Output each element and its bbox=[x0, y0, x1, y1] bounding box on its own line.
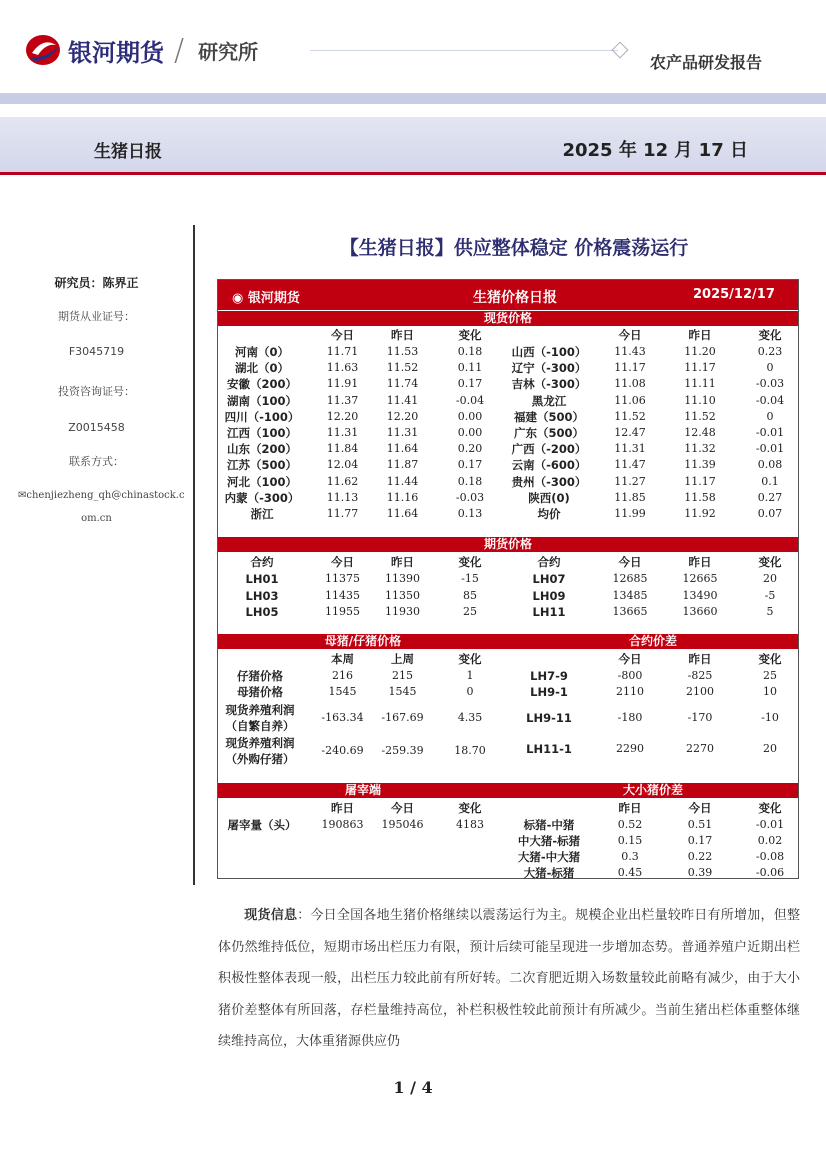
spot-region-right: 云南（-600） bbox=[511, 458, 587, 473]
slaughter-label: 屠宰量（头） bbox=[227, 818, 297, 832]
futures-header-left: 变化 bbox=[458, 555, 482, 569]
spot-region-right: 福建（500） bbox=[513, 409, 584, 424]
sow-label: 仔猪价格 bbox=[237, 669, 283, 683]
title-band-rule bbox=[0, 172, 826, 175]
spot-value-right: 0 bbox=[766, 361, 774, 375]
spot-value-right: 12.48 bbox=[684, 426, 716, 439]
futures-value-left: 85 bbox=[463, 588, 477, 602]
spot-region-left: 安徽（200） bbox=[226, 377, 297, 392]
spot-value-left: 11.31 bbox=[386, 426, 419, 439]
spot-header-right: 变化 bbox=[758, 328, 782, 342]
size-spread-value: 0.51 bbox=[687, 818, 713, 831]
size-spread-value: 0.17 bbox=[687, 834, 713, 847]
spot-value-left: 11.13 bbox=[326, 490, 359, 504]
futures-value-right: 12685 bbox=[612, 572, 648, 585]
spot-header-left: 今日 bbox=[331, 328, 354, 342]
spot-value-right: 11.99 bbox=[614, 507, 646, 520]
sidebar-divider bbox=[193, 225, 195, 885]
spot-region-right: 黑龙江 bbox=[531, 393, 567, 408]
divider-slash: / bbox=[174, 32, 185, 68]
futures-header-left: 今日 bbox=[331, 555, 354, 569]
galaxy-logo-icon bbox=[24, 33, 62, 67]
spot-value-left: 11.77 bbox=[326, 507, 359, 520]
spot-info-text: ：今日全国各地生猪价格继续以震荡运行为主。规模企业出栏量较昨日有所增加，但整体仍然维持低位，短期市场出栏压力有限，预计后续可能呈现进一步增加态势。普通养殖户近期出栏积极性整体表现一般，出栏压力较此前有所好转。二次育肥近期入场数量较此前略有减少，由于大小猪价差整体有所回落，存栏量维持高位，补栏积极性较此前预计有所减少。当前生猪出栏体重整体继续维持高位，大体重猪源供应仍 bbox=[218, 908, 800, 1049]
spread-value: 2110 bbox=[616, 685, 644, 698]
spot-value-right: -0.01 bbox=[755, 426, 785, 439]
size-spread-value: -0.06 bbox=[755, 866, 785, 879]
spot-value-left: 12.20 bbox=[326, 409, 359, 423]
spot-value-left: 0.20 bbox=[457, 442, 483, 456]
spot-value-left: 12.20 bbox=[386, 409, 419, 423]
slaughter-value: 190863 bbox=[321, 818, 364, 831]
spread-value: 20 bbox=[763, 742, 777, 755]
page-number: 1 / 4 bbox=[393, 1078, 433, 1097]
report-title: 【生猪日报】供应整体稳定 价格震荡运行 bbox=[339, 237, 689, 259]
email-link[interactable] bbox=[18, 490, 193, 501]
sow-label: 现货养殖利润（外购仔猪） bbox=[225, 736, 295, 766]
spot-region-right: 陕西(0) bbox=[528, 490, 570, 505]
futures-header-right: 今日 bbox=[618, 555, 642, 569]
spot-value-left: 0.00 bbox=[457, 426, 483, 439]
consult-label: 投资咨询证号： bbox=[58, 385, 135, 398]
size-spread-label: 大猪-中大猪 bbox=[517, 850, 581, 864]
spot-region-left: 湖南（100） bbox=[226, 393, 297, 408]
spot-value-right: 11.17 bbox=[614, 361, 646, 375]
spot-value-right: 11.85 bbox=[614, 490, 646, 504]
spread-value: 2270 bbox=[686, 742, 714, 755]
spot-region-left: 山东（200） bbox=[226, 442, 297, 457]
spot-value-left: 11.31 bbox=[326, 426, 359, 439]
futures-value-right: 13485 bbox=[612, 588, 648, 602]
spread-value: -170 bbox=[687, 711, 713, 724]
spot-value-left: 12.04 bbox=[326, 458, 359, 472]
spot-value-right: 11.31 bbox=[614, 442, 646, 456]
spot-header-left: 昨日 bbox=[391, 328, 414, 342]
spot-region-right: 辽宁（-300） bbox=[511, 361, 587, 376]
spread-contract: LH11-1 bbox=[526, 742, 572, 756]
futures-value-left: 11390 bbox=[385, 572, 420, 585]
institute-name: 研究所 bbox=[198, 39, 259, 64]
futures-header-right: 昨日 bbox=[688, 555, 712, 569]
spot-header-left: 变化 bbox=[458, 328, 482, 342]
sow-value: 1 bbox=[466, 669, 474, 682]
spot-region-left: 江苏（500） bbox=[226, 458, 297, 473]
spot-value-right: 0 bbox=[766, 409, 774, 423]
size-spread-header: 变化 bbox=[758, 801, 782, 815]
futures-value-right: 20 bbox=[763, 572, 777, 585]
size-spread-value: 0.15 bbox=[617, 834, 643, 847]
report-date: 2025 年 12 月 17 日 bbox=[562, 140, 748, 161]
spot-value-right: 11.52 bbox=[684, 409, 716, 423]
header-band bbox=[0, 93, 826, 104]
futures-value-left: 11435 bbox=[325, 588, 360, 602]
spread-value: 2100 bbox=[686, 685, 714, 698]
license-label: 期货从业证号： bbox=[58, 310, 135, 323]
spot-region-left: 浙江 bbox=[250, 507, 274, 521]
futures-contract-left: LH01 bbox=[245, 572, 279, 586]
spot-value-right: 0.08 bbox=[757, 458, 783, 472]
spot-value-left: 0.11 bbox=[457, 361, 483, 375]
section-slaughter: 屠宰端 bbox=[218, 783, 508, 798]
size-spread-value: 0.52 bbox=[617, 818, 643, 831]
size-spread-value: -0.01 bbox=[755, 818, 785, 831]
futures-value-right: 5 bbox=[766, 605, 774, 618]
spot-value-right: 11.11 bbox=[684, 377, 716, 391]
spot-region-left: 四川（-100） bbox=[224, 409, 300, 424]
size-spread-label: 大猪-标猪 bbox=[523, 866, 575, 880]
spot-value-left: 0.00 bbox=[457, 409, 483, 423]
size-spread-label: 中大猪-标猪 bbox=[517, 834, 581, 848]
spot-value-left: 0.18 bbox=[457, 345, 483, 358]
spot-value-left: 11.52 bbox=[386, 361, 419, 375]
slaughter-header: 昨日 bbox=[331, 801, 354, 815]
spread-contract: LH9-11 bbox=[526, 711, 572, 725]
spot-value-right: 11.17 bbox=[684, 474, 716, 488]
spot-value-right: -0.03 bbox=[755, 377, 785, 391]
spot-region-left: 河北（100） bbox=[226, 474, 297, 489]
brand-name: 银河期货 bbox=[68, 38, 164, 67]
spot-info-paragraph bbox=[218, 900, 800, 1058]
size-spread-value: -0.08 bbox=[755, 850, 785, 863]
spot-value-left: 11.37 bbox=[326, 393, 359, 407]
sow-value: 216 bbox=[332, 669, 353, 682]
header-rule bbox=[310, 50, 618, 51]
size-spread-value: 0.3 bbox=[621, 850, 639, 863]
sow-label: 母猪价格 bbox=[237, 685, 283, 699]
spot-value-left: 11.64 bbox=[386, 442, 419, 456]
sow-value: -240.69 bbox=[321, 744, 364, 757]
spot-value-right: 11.27 bbox=[614, 474, 646, 488]
section-size-spread: 大小猪价差 bbox=[508, 783, 798, 798]
sow-value: -259.39 bbox=[381, 744, 424, 757]
contact-label: 联系方式： bbox=[69, 455, 124, 468]
mail-icon: ✉ bbox=[18, 490, 27, 501]
spot-value-right: 11.17 bbox=[684, 361, 716, 375]
sow-header: 变化 bbox=[458, 652, 482, 666]
futures-value-left: -15 bbox=[461, 572, 479, 585]
spot-value-right: 11.32 bbox=[684, 442, 716, 456]
slaughter-header: 今日 bbox=[391, 801, 414, 815]
futures-value-left: 11955 bbox=[325, 605, 360, 618]
sow-value: 18.70 bbox=[454, 744, 486, 757]
spot-value-right: 11.92 bbox=[684, 507, 716, 520]
futures-value-right: -5 bbox=[764, 588, 776, 602]
spot-header-right: 今日 bbox=[618, 328, 642, 342]
sow-value: 215 bbox=[392, 669, 413, 682]
futures-value-left: 11930 bbox=[385, 605, 420, 618]
spot-region-left: 湖北（0） bbox=[234, 361, 289, 376]
section-futures: 期货价格 bbox=[218, 537, 798, 552]
sow-value: 4.35 bbox=[457, 711, 483, 724]
spot-value-right: 11.43 bbox=[614, 345, 646, 358]
sow-label: 现货养殖利润（自繁自养） bbox=[225, 703, 295, 733]
futures-value-right: 13490 bbox=[682, 588, 718, 602]
spot-info-lead: 现货信息 bbox=[244, 908, 298, 923]
table-title: 生猪价格日报 bbox=[473, 290, 557, 306]
spread-contract: LH7-9 bbox=[530, 669, 568, 683]
spot-value-left: 11.64 bbox=[386, 507, 419, 520]
consult-number: Z0015458 bbox=[68, 421, 125, 434]
table-date: 2025/12/17 bbox=[693, 287, 775, 302]
futures-contract-right: LH07 bbox=[532, 572, 566, 586]
spot-region-right: 广东（500） bbox=[513, 426, 584, 440]
futures-value-left: 11350 bbox=[385, 588, 420, 602]
futures-value-right: 12665 bbox=[682, 572, 718, 585]
spread-contract: LH9-1 bbox=[530, 685, 568, 699]
size-spread-value: 0.39 bbox=[687, 866, 713, 879]
spread-header: 变化 bbox=[758, 652, 782, 666]
futures-value-right: 13660 bbox=[682, 605, 718, 618]
spot-value-right: -0.04 bbox=[755, 393, 785, 407]
sow-value: 0 bbox=[466, 685, 474, 698]
spot-value-left: 0.18 bbox=[457, 474, 483, 488]
spot-value-right: 11.10 bbox=[684, 393, 716, 407]
galaxy-logo-small-icon: ◉ bbox=[232, 291, 244, 306]
diamond-ornament-icon bbox=[612, 42, 629, 59]
spot-value-left: 11.84 bbox=[326, 442, 359, 456]
spot-value-right: 11.39 bbox=[684, 458, 716, 472]
size-spread-value: 0.45 bbox=[617, 866, 643, 879]
email-line-1: chenjiezheng_qh@chinastock.c bbox=[26, 490, 185, 501]
spot-value-right: 0.27 bbox=[757, 490, 783, 504]
sow-value: -167.69 bbox=[381, 711, 424, 724]
spot-value-left: 11.41 bbox=[386, 393, 419, 407]
futures-value-left: 25 bbox=[463, 605, 477, 618]
table-title-bar bbox=[218, 280, 798, 310]
spot-region-right: 吉林（-300） bbox=[511, 377, 587, 392]
sow-value: -163.34 bbox=[321, 711, 364, 724]
spot-region-right: 贵州（-300） bbox=[511, 474, 587, 489]
spot-region-right: 山西（-100） bbox=[511, 345, 587, 359]
futures-header-right: 合约 bbox=[537, 555, 561, 569]
spot-value-left: 11.53 bbox=[386, 345, 419, 358]
spread-value: -800 bbox=[617, 669, 643, 682]
futures-value-right: 13665 bbox=[612, 605, 648, 618]
spot-value-left: 0.17 bbox=[457, 377, 483, 391]
sow-header: 上周 bbox=[391, 652, 414, 666]
analyst-name: 研究员：陈界正 bbox=[54, 276, 139, 290]
spot-region-left: 江西（100） bbox=[226, 426, 297, 440]
spot-value-right: 0.07 bbox=[757, 507, 783, 520]
table-logo-text: 银河期货 bbox=[247, 291, 300, 306]
spot-value-left: 11.44 bbox=[386, 474, 419, 488]
spread-value: -180 bbox=[617, 711, 643, 724]
spot-value-left: 11.62 bbox=[326, 474, 359, 488]
spot-value-right: 11.58 bbox=[684, 490, 716, 504]
futures-header-right: 变化 bbox=[758, 555, 782, 569]
spot-value-right: 11.08 bbox=[614, 377, 646, 391]
spot-header-right: 昨日 bbox=[688, 328, 712, 342]
futures-contract-right: LH11 bbox=[532, 605, 566, 619]
spread-value: -10 bbox=[761, 711, 779, 724]
license-number: F3045719 bbox=[68, 345, 125, 358]
spot-region-right: 均价 bbox=[537, 507, 561, 521]
spot-value-left: 11.87 bbox=[386, 458, 419, 472]
futures-header-left: 合约 bbox=[250, 555, 274, 569]
spread-header: 今日 bbox=[618, 652, 642, 666]
table-logo bbox=[232, 287, 300, 306]
spot-value-left: 11.71 bbox=[326, 345, 359, 358]
spot-value-left: 11.63 bbox=[326, 361, 359, 375]
daily-name: 生猪日报 bbox=[94, 142, 162, 162]
section-sow: 母猪/仔猪价格 bbox=[218, 634, 508, 649]
spot-value-left: -0.04 bbox=[455, 393, 485, 407]
spread-value: 10 bbox=[763, 685, 777, 698]
futures-value-left: 11375 bbox=[325, 572, 360, 585]
spot-value-right: 0.23 bbox=[757, 345, 783, 358]
spot-value-right: 11.52 bbox=[614, 409, 646, 423]
spot-value-left: 0.13 bbox=[457, 507, 483, 520]
sow-value: 1545 bbox=[328, 685, 357, 698]
spot-value-right: -0.01 bbox=[755, 442, 785, 456]
size-spread-header: 昨日 bbox=[618, 801, 642, 815]
size-spread-header: 今日 bbox=[688, 801, 712, 815]
spot-value-left: -0.03 bbox=[455, 490, 485, 504]
sow-header: 本周 bbox=[331, 652, 354, 666]
spot-region-right: 广西（-200） bbox=[511, 442, 587, 457]
spread-value: -825 bbox=[687, 669, 713, 682]
spot-value-right: 12.47 bbox=[614, 426, 646, 439]
spread-value: 2290 bbox=[616, 742, 644, 755]
spot-region-left: 河南（0） bbox=[234, 345, 289, 359]
spot-value-right: 11.06 bbox=[614, 393, 646, 407]
section-spread: 合约价差 bbox=[508, 634, 798, 649]
spot-value-left: 11.74 bbox=[386, 377, 419, 391]
futures-contract-left: LH03 bbox=[245, 588, 279, 603]
futures-header-left: 昨日 bbox=[391, 555, 414, 569]
futures-contract-left: LH05 bbox=[245, 605, 279, 619]
size-spread-label: 标猪-中猪 bbox=[523, 818, 575, 832]
size-spread-value: 0.22 bbox=[687, 850, 713, 863]
spot-region-left: 内蒙（-300） bbox=[224, 490, 300, 505]
slaughter-header: 变化 bbox=[458, 801, 482, 815]
report-type: 农产品研发报告 bbox=[649, 53, 762, 72]
spot-value-right: 11.20 bbox=[684, 345, 716, 358]
spread-header: 昨日 bbox=[688, 652, 712, 666]
email-line-2: om.cn bbox=[81, 513, 112, 524]
section-spot: 现货价格 bbox=[218, 311, 798, 326]
sow-value: 1545 bbox=[388, 685, 417, 698]
spot-value-right: 0.1 bbox=[761, 474, 779, 488]
spot-value-left: 11.16 bbox=[386, 490, 419, 504]
spot-value-left: 0.17 bbox=[457, 458, 483, 472]
size-spread-value: 0.02 bbox=[757, 834, 783, 847]
futures-contract-right: LH09 bbox=[532, 588, 566, 603]
spread-value: 25 bbox=[763, 669, 777, 682]
spot-value-left: 11.91 bbox=[326, 377, 359, 391]
slaughter-value: 4183 bbox=[456, 818, 484, 831]
brand-logo bbox=[24, 30, 258, 70]
slaughter-value: 195046 bbox=[381, 818, 424, 831]
spot-value-right: 11.47 bbox=[614, 458, 646, 472]
